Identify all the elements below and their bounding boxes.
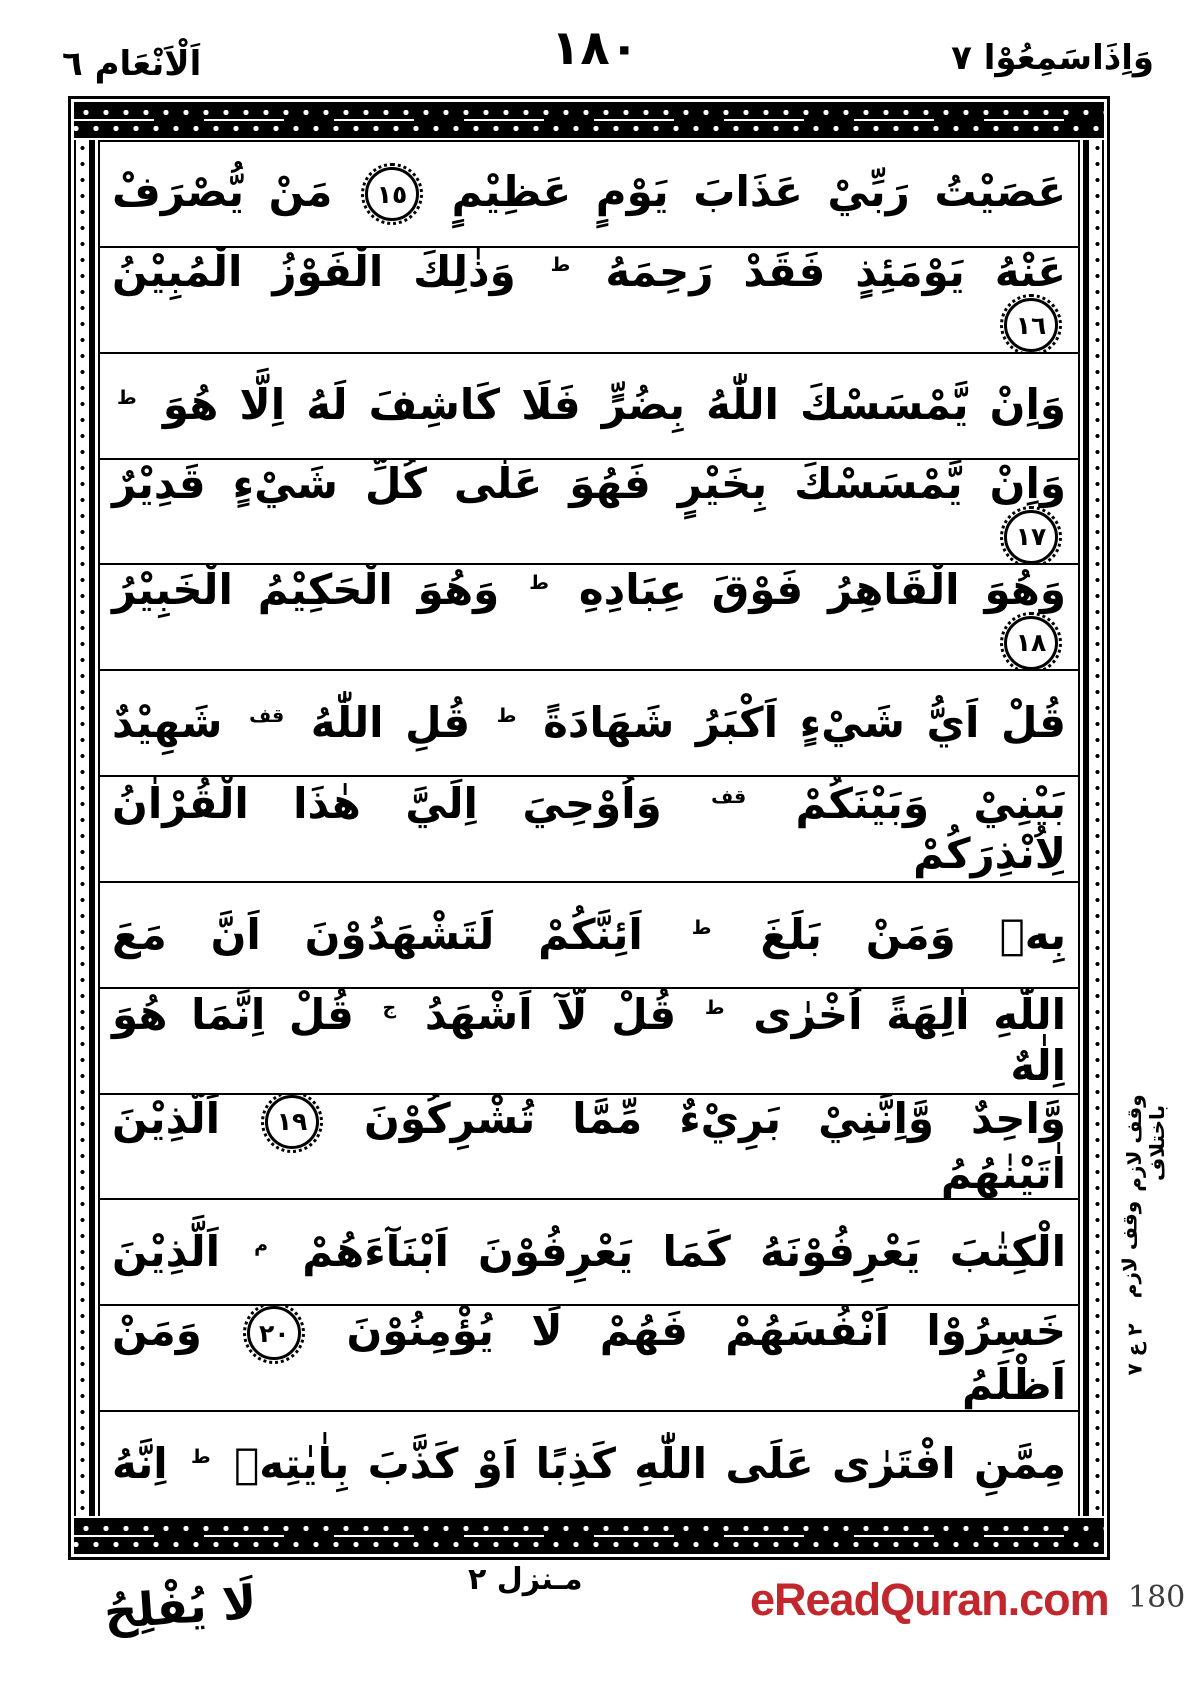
ayah-text: قُلِ اللّٰهُ bbox=[310, 697, 471, 747]
pause-mark: ط bbox=[117, 387, 137, 410]
ayah-text: قُلْ اَيُّ شَيْءٍ اَكْبَرُ شَهَادَةً bbox=[543, 697, 1067, 747]
pause-mark: ط bbox=[191, 1445, 211, 1468]
ayah-number: ١٥ bbox=[376, 179, 408, 209]
left-ornament-border bbox=[74, 140, 100, 1516]
ayah-text: اَئِنَّكُمْ لَتَشْهَدُوْنَ اَنَّ مَعَ bbox=[112, 909, 643, 959]
ayah-text: وَاِنْ يَّمْسَسْكَ بِخَيْرٍ فَهُوَ عَلٰى كُلِّ شَيْءٍ قَدِيْرٌ bbox=[112, 459, 1066, 509]
ayah-text: بَيْنِيْ وَبَيْنَكُمْ bbox=[795, 778, 1066, 828]
pause-mark: قف bbox=[711, 785, 747, 808]
quran-line-row bbox=[100, 460, 1078, 566]
ayah-text: شَهِيْدٌ bbox=[112, 697, 223, 747]
ayah-number: ١٨ bbox=[1015, 628, 1047, 658]
quran-line-text bbox=[112, 1439, 1066, 1489]
quran-line-row bbox=[100, 671, 1078, 777]
quran-line-row bbox=[100, 1095, 1078, 1201]
ayah-number: ١٧ bbox=[1015, 522, 1047, 552]
pause-mark: قف bbox=[249, 704, 285, 727]
ayah-text: اللّٰهِ اٰلِهَةً اُخْرٰى bbox=[753, 990, 1067, 1040]
brand-watermark: eReadQuran.com bbox=[750, 1574, 1109, 1625]
quran-line-row bbox=[100, 142, 1078, 248]
frame-middle bbox=[74, 140, 1104, 1516]
ayah-end-rosette-icon bbox=[1004, 510, 1058, 564]
ayah-number: ١٩ bbox=[276, 1107, 308, 1137]
quran-line-text bbox=[112, 565, 1066, 669]
ayah-text: وَّاحِدٌ وَّاِنَّنِيْ بَرِيْءٌ مِّمَّا تُشْرِكُوْنَ bbox=[364, 1094, 1067, 1144]
quran-line-text bbox=[112, 1227, 1066, 1277]
quran-line-row bbox=[100, 777, 1078, 883]
manzil-label: مـنزل ٢ bbox=[468, 1562, 583, 1597]
ayah-end-rosette-icon bbox=[1004, 298, 1058, 352]
quran-line-text bbox=[112, 380, 1066, 430]
right-ornament-border bbox=[1078, 140, 1104, 1516]
quran-line-row bbox=[100, 565, 1078, 671]
margin-note-waqf-lazim: وقف لازم bbox=[1117, 1200, 1142, 1299]
quran-line-text bbox=[112, 910, 1066, 960]
ayah-text: اَلَّذِيْنَ bbox=[112, 1227, 220, 1277]
quran-line-text bbox=[112, 990, 1066, 1091]
ayah-text: وَهُوَ الْحَكِيْمُ الْخَبِيْرُ bbox=[112, 565, 500, 614]
ayah-text: وَهُوَ الْقَاهِرُ فَوْقَ عِبَادِهِ bbox=[578, 565, 1067, 614]
pause-mark: ج bbox=[382, 997, 397, 1020]
quran-line-row bbox=[100, 883, 1078, 989]
ayah-text: عَصَيْتُ رَبِّيْ عَذَابَ يَوْمٍ عَظِيْمٍ bbox=[451, 166, 1067, 216]
juz-title-label: وَاِذَاسَمِعُوْا ٧ bbox=[951, 38, 1154, 78]
page-number-footer: 180 bbox=[1128, 1580, 1186, 1615]
quran-line-text bbox=[112, 1306, 1066, 1410]
margin-note-ruku-marker: ٢ ع ٧ bbox=[1122, 1323, 1147, 1376]
ayah-end-rosette-icon bbox=[247, 1306, 301, 1360]
quran-line-text bbox=[112, 460, 1066, 564]
bottom-ornament-band bbox=[74, 1518, 1104, 1554]
ayah-text: اِنَّهُ bbox=[112, 1438, 168, 1488]
quran-line-row bbox=[100, 248, 1078, 354]
mushaf-text-frame bbox=[68, 96, 1110, 1560]
ayah-end-rosette-icon bbox=[1004, 616, 1058, 670]
ayah-text: مَنْ يُّصْرَفْ bbox=[112, 166, 333, 216]
quran-line-row bbox=[100, 1306, 1078, 1412]
ayah-text: وَاُوْحِيَ اِلَيَّ هٰذَا الْقُرْاٰنُ لِاُنْذِرَكُمْ bbox=[112, 778, 1066, 878]
ayah-text: قُلْ اِنَّمَا هُوَ اِلٰهٌ bbox=[112, 990, 1066, 1090]
margin-note-waqf-lazim-bikhtilaf: وقف لازم باختلاف bbox=[1122, 1094, 1169, 1192]
ayah-text: الْكِتٰبَ يَعْرِفُوْنَهُ كَمَا يَعْرِفُوْنَ اَبْنَآءَهُمْ bbox=[302, 1227, 1066, 1277]
quran-line-row bbox=[100, 1200, 1078, 1306]
quran-line-text bbox=[112, 1095, 1066, 1199]
quran-line-row bbox=[100, 989, 1078, 1095]
quran-line-text bbox=[112, 248, 1066, 352]
top-ornament-band bbox=[74, 102, 1104, 138]
ayah-text: وَذٰلِكَ الْفَوْزُ الْمُبِيْنُ bbox=[112, 247, 516, 297]
quran-lines bbox=[100, 140, 1078, 1516]
ayah-end-rosette-icon bbox=[265, 1095, 319, 1149]
pause-mark: ط bbox=[704, 997, 725, 1020]
quran-line-text bbox=[112, 167, 1066, 222]
quran-line-text bbox=[112, 779, 1066, 880]
quran-line-row bbox=[100, 1412, 1078, 1516]
pause-mark: ط bbox=[529, 571, 549, 594]
pause-mark: م bbox=[254, 1234, 269, 1257]
ayah-text: قُلْ لَّآ اَشْهَدُ bbox=[424, 990, 677, 1040]
pause-mark: ط bbox=[691, 916, 712, 939]
ayah-number: ٢٠ bbox=[258, 1318, 290, 1348]
ayah-text: وَمَنْ اَظْلَمُ bbox=[112, 1306, 1066, 1410]
surah-title-label: اَلْاَنْعَام ٦ bbox=[62, 44, 202, 84]
pause-mark: ط bbox=[496, 704, 517, 727]
ayah-number: ١٦ bbox=[1015, 310, 1047, 340]
ayah-text: وَاِنْ يَّمْسَسْكَ اللّٰهُ بِضُرٍّ فَلَا كَاشِفَ لَهُ اِلَّا هُوَ bbox=[162, 380, 1066, 430]
ayah-text: اَلَّذِيْنَ اٰتَيْنٰهُمُ bbox=[112, 1094, 1066, 1198]
ayah-text: بِهٖ وَمَنْ بَلَغَ bbox=[760, 909, 1067, 959]
catchword-next-page: لَا يُفْلِحُ bbox=[102, 1574, 259, 1640]
ayah-end-rosette-icon bbox=[365, 167, 419, 221]
page-number-arabic: ١٨٠ bbox=[551, 20, 639, 76]
ayah-text: خَسِرُوْا اَنْفُسَهُمْ فَهُمْ لَا يُؤْمِنُوْنَ bbox=[346, 1306, 1066, 1355]
pause-mark: ط bbox=[550, 254, 571, 277]
ayah-text: مِمَّنِ افْتَرٰى عَلَى اللّٰهِ كَذِبًا اَوْ كَذَّبَ بِاٰيٰتِهٖ bbox=[234, 1438, 1067, 1488]
quran-line-text bbox=[112, 698, 1066, 748]
ayah-text: عَنْهُ يَوْمَئِذٍ فَقَدْ رَحِمَهُ bbox=[605, 247, 1067, 297]
quran-line-row bbox=[100, 354, 1078, 460]
